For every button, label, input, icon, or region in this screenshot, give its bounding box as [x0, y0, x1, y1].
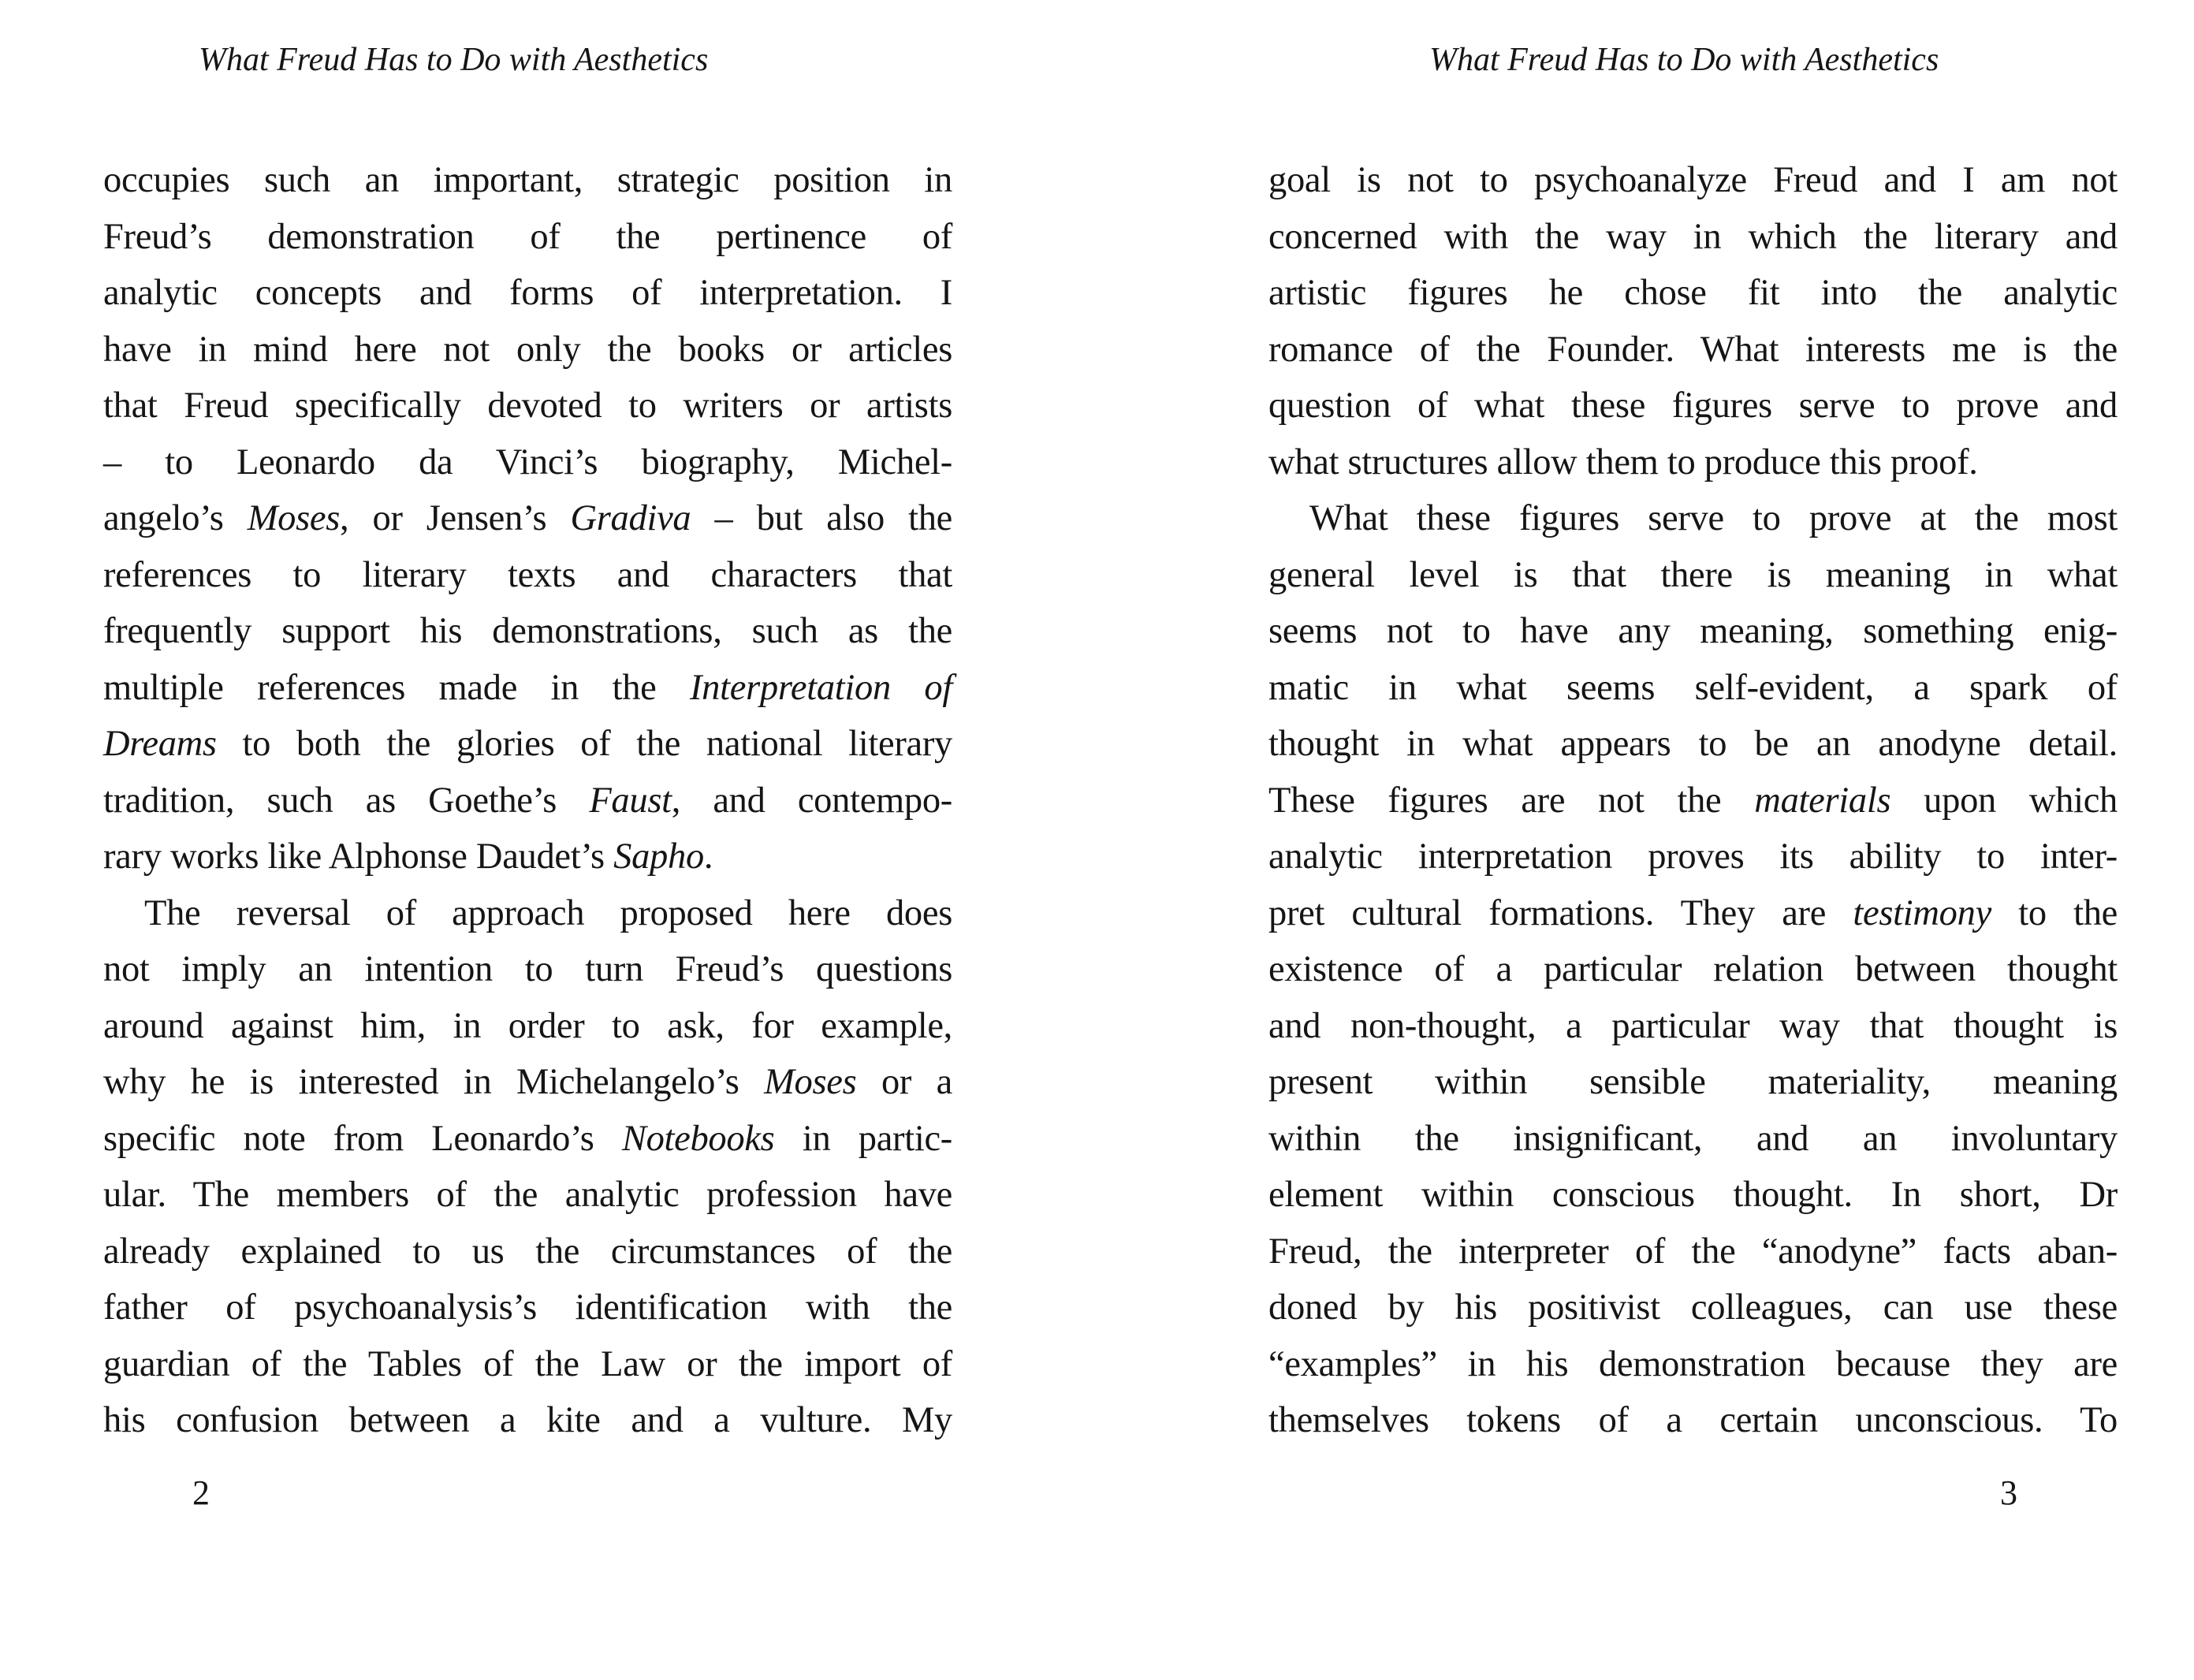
text-line: within the insignificant, and an involuntary: [1268, 1118, 2118, 1159]
text-line: pret cultural formations. They are testimony to the: [1268, 892, 2118, 933]
text-line: frequently support his demonstrations, such as the: [103, 611, 952, 651]
text-line: themselves tokens of a certain unconscious. To: [1268, 1400, 2118, 1440]
text-line: already explained to us the circumstances of the: [103, 1231, 952, 1272]
text-line: Dreams to both the glories of the national literary: [103, 724, 952, 764]
text-line: goal is not to psychoanalyze Freud and I am not: [1268, 160, 2118, 200]
text-line: seems not to have any meaning, something enig-: [1268, 611, 2118, 651]
text-line: that Freud specifically devoted to writers or artists: [103, 386, 952, 426]
text-line: occupies such an important, strategic position in: [103, 160, 952, 200]
body-text: [1268, 152, 2118, 1449]
text-line: concerned with the way in which the literary and: [1268, 216, 2118, 257]
text-line: guardian of the Tables of the Law or the import of: [103, 1343, 952, 1384]
running-head: What Freud Has to Do with Aesthetics: [199, 42, 709, 78]
text-line: Freud, the interpreter of the “anodyne” facts aban-: [1268, 1231, 2118, 1272]
text-line: matic in what seems self-evident, a spark of: [1268, 667, 2118, 708]
text-line: present within sensible materiality, meaning: [1268, 1062, 2118, 1102]
text-line: father of psychoanalysis’s identification with the: [103, 1287, 952, 1328]
text-line: and non-thought, a particular way that thought is: [1268, 1005, 2118, 1046]
text-line: general level is that there is meaning in what: [1268, 554, 2118, 595]
text-line: What these figures serve to prove at the most: [1309, 498, 2118, 538]
running-head: What Freud Has to Do with Aesthetics: [1429, 42, 1939, 78]
text-line: element within conscious thought. In short, Dr: [1268, 1175, 2118, 1215]
text-line: references to literary texts and characters that: [103, 554, 952, 595]
text-line: ular. The members of the analytic profession have: [103, 1175, 952, 1215]
text-line: These figures are not the materials upon which: [1268, 780, 2118, 821]
text-line: have in mind here not only the books or articles: [103, 329, 952, 370]
text-line: existence of a particular relation between thought: [1268, 949, 2118, 989]
text-line: his confusion between a kite and a vulture. My: [103, 1400, 952, 1440]
text-line: multiple references made in the Interpretation of: [103, 667, 952, 708]
text-line: analytic concepts and forms of interpretation. I: [103, 273, 952, 313]
text-line: doned by his positivist colleagues, can use these: [1268, 1287, 2118, 1328]
text-line: what structures allow them to produce this proof.: [1268, 441, 1978, 482]
text-line: thought in what appears to be an anodyne detail.: [1268, 724, 2118, 764]
text-line: around against him, in order to ask, for example,: [103, 1005, 952, 1046]
text-line: analytic interpretation proves its ability to inter-: [1268, 836, 2118, 877]
text-line: angelo’s Moses, or Jensen’s Gradiva – but also the: [103, 498, 952, 538]
text-line: tradition, such as Goethe’s Faust, and contempo-: [103, 780, 952, 821]
text-line: The reversal of approach proposed here does: [144, 892, 952, 933]
right-page: [1097, 0, 2194, 1680]
text-line: why he is interested in Michelangelo’s Moses or a: [103, 1062, 953, 1102]
text-line: “examples” in his demonstration because they are: [1268, 1343, 2118, 1384]
text-line: artistic figures he chose fit into the analytic: [1268, 273, 2118, 313]
text-line: not imply an intention to turn Freud’s questions: [103, 949, 952, 989]
text-line: – to Leonardo da Vinci’s biography, Michel-: [103, 441, 952, 482]
body-text: [103, 152, 952, 1449]
page-number: 2: [192, 1473, 210, 1512]
text-line: romance of the Founder. What interests me is the: [1268, 329, 2118, 370]
text-line: rary works like Alphonse Daudet’s Sapho.: [103, 836, 713, 877]
page-number: 3: [2000, 1473, 2017, 1512]
text-line: Freud’s demonstration of the pertinence of: [103, 216, 952, 257]
text-line: question of what these figures serve to prove and: [1268, 386, 2118, 426]
text-line: specific note from Leonardo’s Notebooks in partic-: [103, 1118, 952, 1159]
